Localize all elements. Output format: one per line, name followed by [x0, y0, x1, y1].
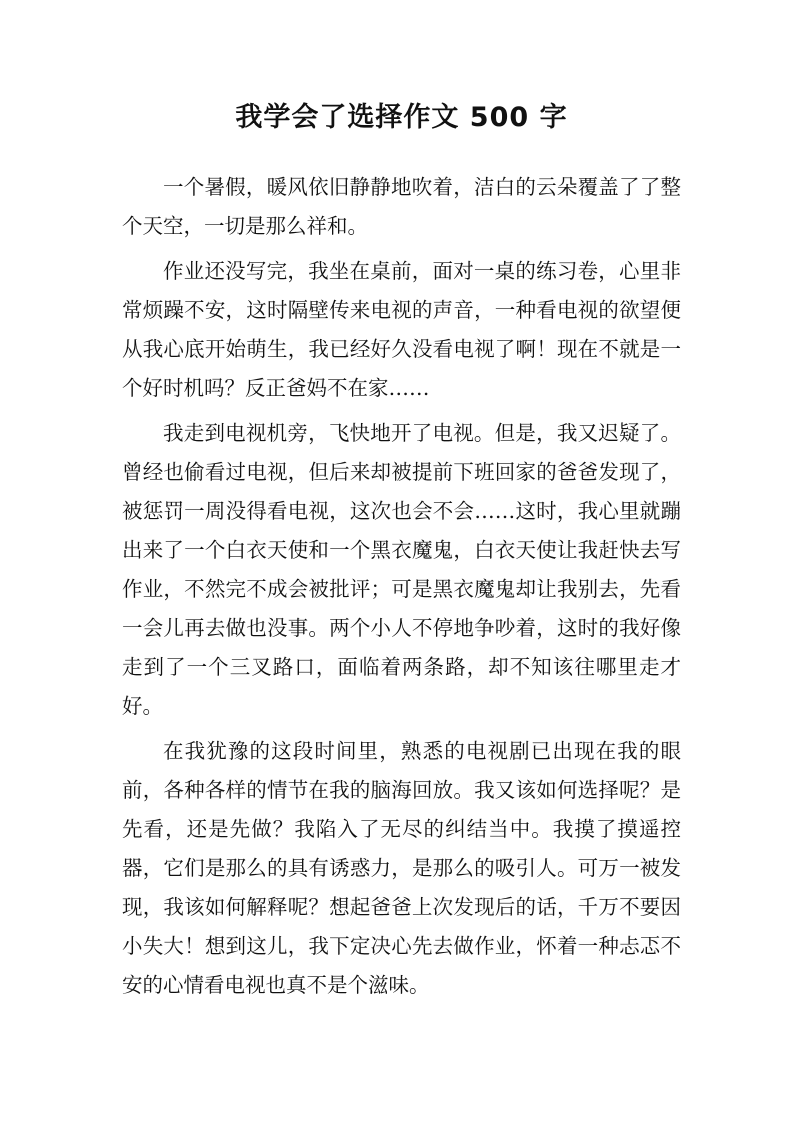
essay-paragraph-2: 作业还没写完，我坐在桌前，面对一桌的练习卷，心里非常烦躁不安，这时隔壁传来电视的声音，一种看电视的欲望便从我心底开始萌生，我已经好久没看电视了啊！现在不就是一个好时机吗？反正爸妈不在家…… [122, 259, 681, 400]
essay-paragraph-4: 在我犹豫的这段时间里，熟悉的电视剧已出现在我的眼前，各种各样的情节在我的脑海回放。我又该如何选择呢？是先看，还是先做？我陷入了无尽的纠结当中。我摸了摸遥控器，它们是那么的具有诱惑力，是那么的吸引人。可万一被发现，我该如何解释呢？想起爸爸上次发现后的话，千万不要因小失大！想到这儿，我下定决心先去做作业，怀着一种忐忑不安的心情看电视也真不是个滋味。 [122, 739, 681, 997]
essay-paragraph-3: 我走到电视机旁，飞快地开了电视。但是，我又迟疑了。曾经也偷看过电视，但后来却被提前下班回家的爸爸发现了，被惩罚一周没得看电视，这次也会不会……这时，我心里就蹦出来了一个白衣天使和一个黑衣魔鬼，白衣天使让我赶快去写作业，不然完不成会被批评；可是黑衣魔鬼却让我别去，先看一会儿再去做也没事。两个小人不停地争吵着，这时的我好像走到了一个三叉路口，面临着两条路，却不知该往哪里走才好。 [122, 421, 681, 718]
essay-title: 我学会了选择作文 500 字 [235, 102, 568, 133]
essay-paragraph-1: 一个暑假，暖风依旧静静地吹着，洁白的云朵覆盖了了整个天空，一切是那么祥和。 [122, 175, 681, 238]
